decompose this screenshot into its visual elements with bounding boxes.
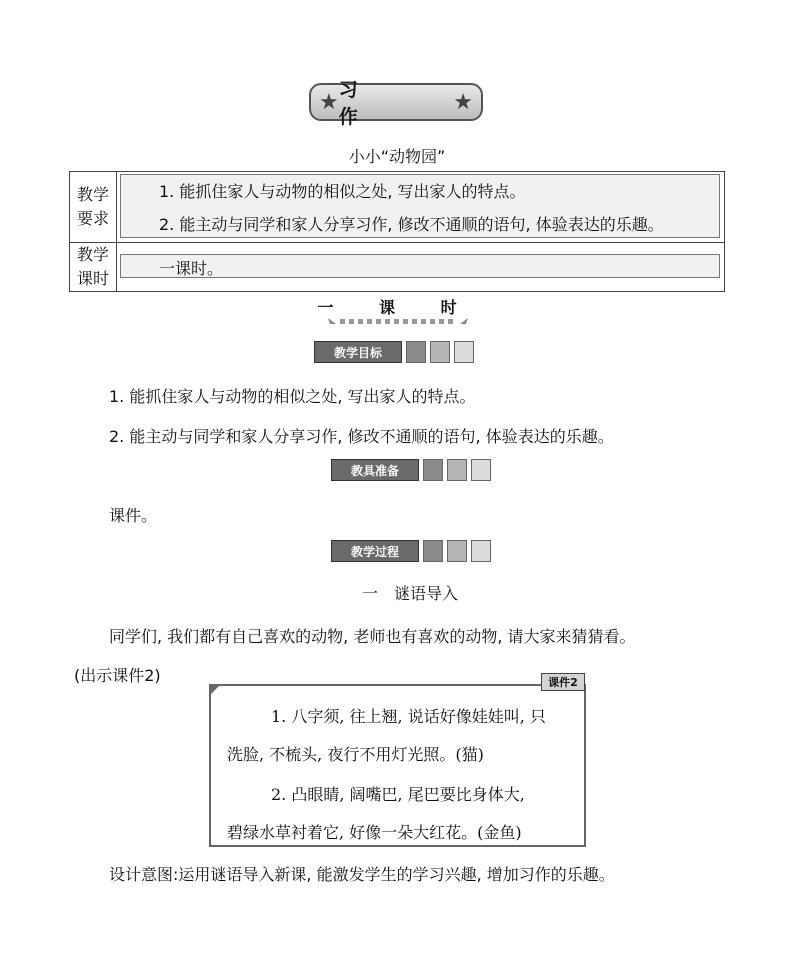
label-text: 教学 <box>76 185 109 204</box>
goal-item: 1. 能抓住家人与动物的相似之处, 写出家人的特点。 <box>109 387 476 406</box>
tag-square <box>447 459 467 481</box>
tag-label: 教学目标 <box>314 341 402 363</box>
page-subtitle: 小小“动物园” <box>348 147 446 166</box>
prep-tag <box>331 459 499 481</box>
courseware-tag: 课件2 <box>541 673 585 691</box>
requirements-cell <box>120 174 720 238</box>
star-icon: ★ <box>453 89 473 115</box>
riddle-line: 洗脸, 不梳头, 夜行不用灯光照。(猫) <box>227 745 484 764</box>
period-cell <box>120 254 720 278</box>
requirement-item: 2. 能主动与同学和家人分享习作, 修改不通顺的语句, 体验表达的乐趣。 <box>159 215 664 234</box>
goals-tag <box>314 341 482 363</box>
step-title: 一 谜语导入 <box>362 584 459 603</box>
label-text: 要求 <box>76 209 109 228</box>
requirements-table <box>69 171 725 292</box>
prep-text: 课件。 <box>109 506 158 525</box>
riddle-line: 1. 八字须, 往上翘, 说话好像娃娃叫, 只 <box>271 707 546 726</box>
row-label <box>70 172 117 242</box>
period-text: 一课时。 <box>159 259 224 278</box>
table-row <box>70 242 724 291</box>
tag-square <box>406 341 426 363</box>
tag-square <box>471 459 491 481</box>
tag-square <box>423 459 443 481</box>
banner-title: 习 作 <box>338 79 392 128</box>
tag-label: 教具准备 <box>331 459 419 481</box>
table-row <box>70 172 724 243</box>
corner-mark <box>211 686 219 694</box>
decorative-divider <box>326 317 470 325</box>
heading-banner <box>309 79 483 128</box>
requirement-item: 1. 能抓住家人与动物的相似之处, 写出家人的特点。 <box>159 182 526 201</box>
riddle-line: 碧绿水草衬着它, 好像一朵大红花。(金鱼) <box>227 823 522 842</box>
tag-square <box>423 540 443 562</box>
tag-square <box>430 341 450 363</box>
row-label <box>70 242 117 291</box>
riddle-line: 2. 凸眼睛, 阔嘴巴, 尾巴要比身体大, <box>271 785 525 804</box>
tag-square <box>454 341 474 363</box>
process-tag <box>331 540 499 562</box>
intro-paragraph: 同学们, 我们都有自己喜欢的动物, 老师也有喜欢的动物, 请大家来猜猜看。 <box>109 627 636 646</box>
star-icon: ★ <box>319 89 339 115</box>
label-text: 课时 <box>76 268 109 288</box>
section-title: 一 课 时 <box>317 298 477 317</box>
goal-item: 2. 能主动与同学和家人分享习作, 修改不通顺的语句, 体验表达的乐趣。 <box>109 427 614 446</box>
design-intent: 设计意图:运用谜语导入新课, 能激发学生的学习兴趣, 增加习作的乐趣。 <box>109 865 615 884</box>
show-courseware-note: (出示课件2) <box>74 666 161 685</box>
label-text: 教学 <box>76 244 109 264</box>
tag-square <box>447 540 467 562</box>
tag-label: 教学过程 <box>331 540 419 562</box>
tag-square <box>471 540 491 562</box>
